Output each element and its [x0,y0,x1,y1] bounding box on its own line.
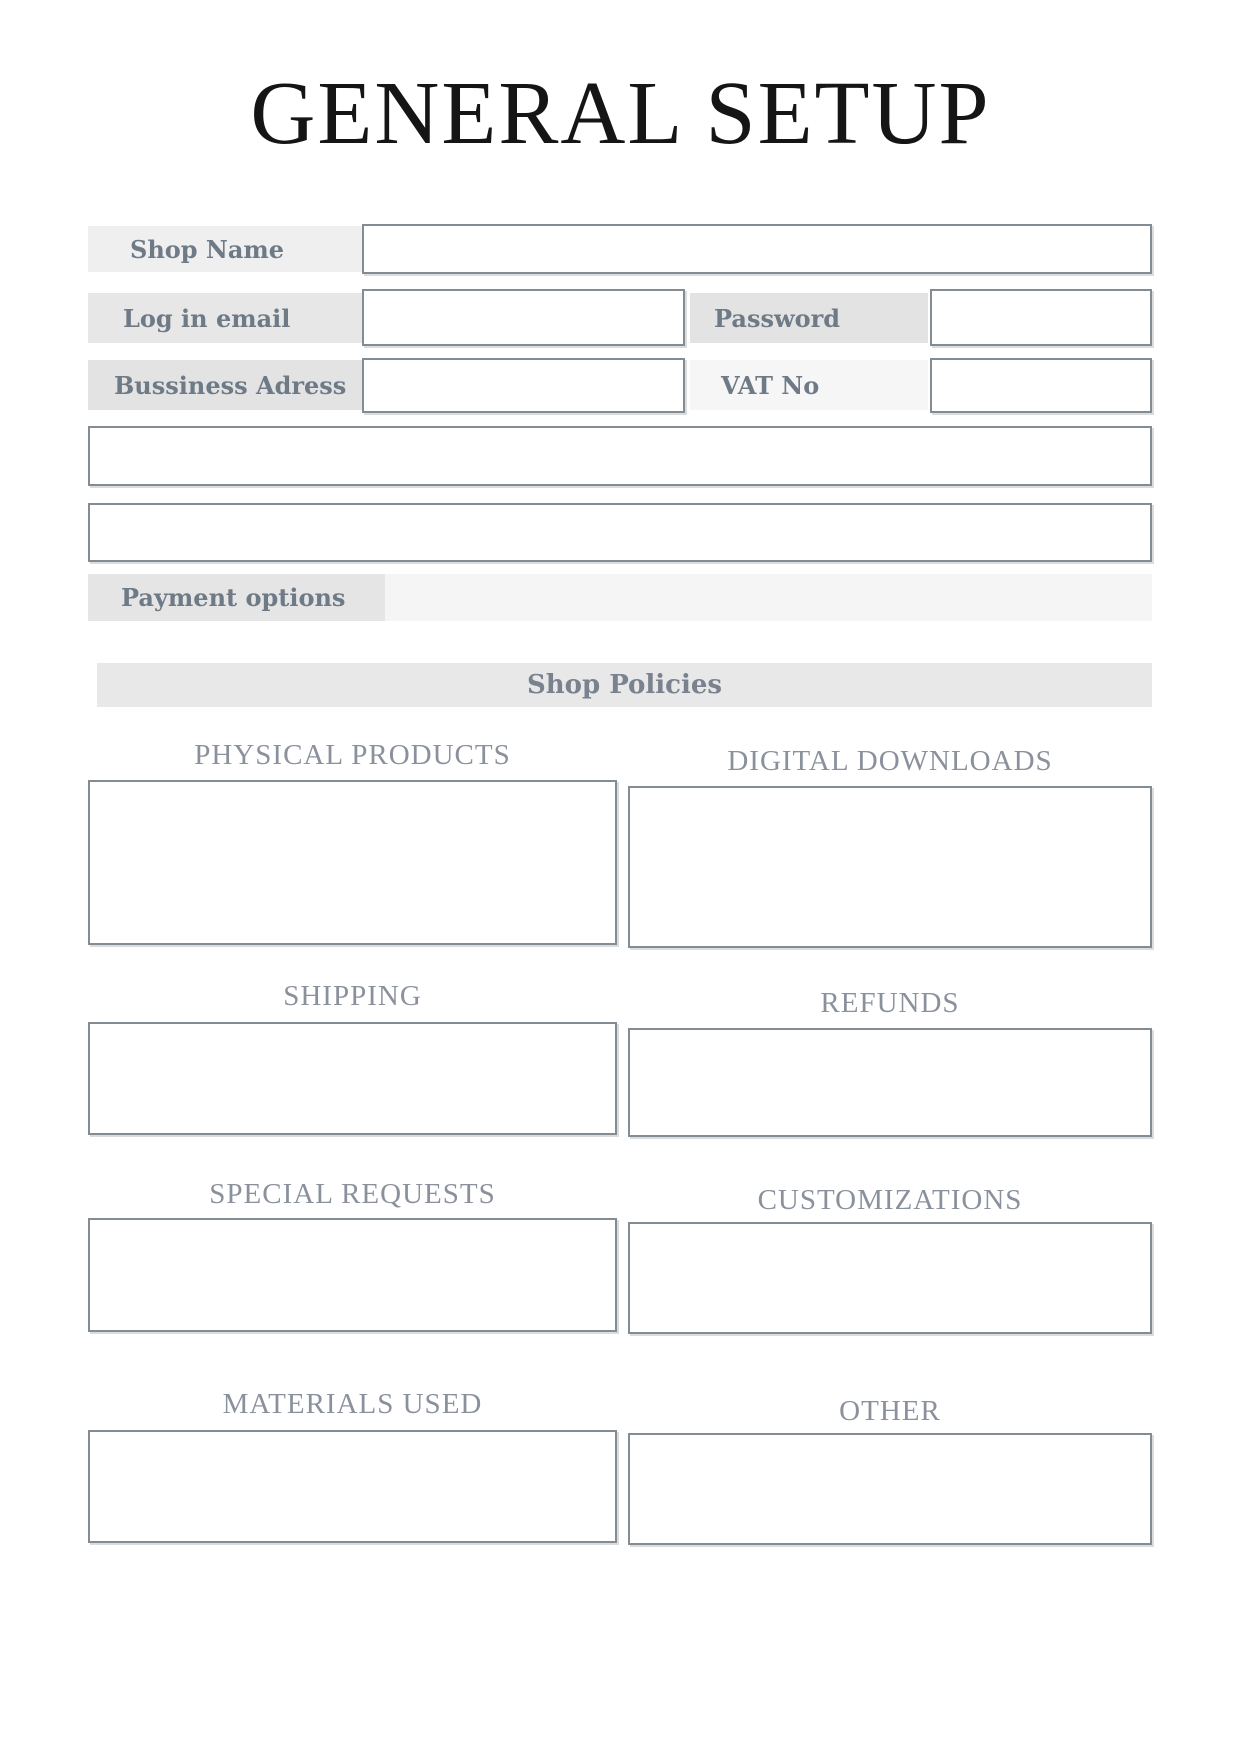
business-address-label: Bussiness Adress [88,360,362,410]
password-label: Password [690,293,928,343]
address-extra-line-2-input[interactable] [88,503,1152,562]
address-extra-line-1-input[interactable] [88,426,1152,486]
business-address-input[interactable] [362,358,685,413]
digital-downloads-box[interactable] [628,786,1152,948]
refunds-box[interactable] [628,1028,1152,1137]
digital-downloads-header: DIGITAL DOWNLOADS [727,745,1053,777]
physical-products-box[interactable] [88,780,617,945]
other-header: OTHER [839,1395,941,1427]
shipping-box[interactable] [88,1022,617,1135]
login-email-label: Log in email [88,293,362,343]
other-box[interactable] [628,1433,1152,1545]
shop-policies-header: Shop Policies [97,663,1152,707]
special-requests-box[interactable] [88,1218,617,1332]
special-requests-header: SPECIAL REQUESTS [209,1178,496,1210]
password-input[interactable] [930,289,1152,346]
payment-options-input[interactable] [385,574,1152,621]
shop-name-label: Shop Name [88,226,362,272]
vat-no-label: VAT No [690,360,928,410]
physical-products-header: PHYSICAL PRODUCTS [194,739,511,771]
shipping-header: SHIPPING [283,980,422,1012]
materials-used-header: MATERIALS USED [222,1388,483,1420]
payment-options-label: Payment options [88,574,385,621]
customizations-box[interactable] [628,1222,1152,1334]
refunds-header: REFUNDS [820,987,960,1019]
vat-no-input[interactable] [930,358,1152,413]
customizations-header: CUSTOMIZATIONS [757,1184,1023,1216]
login-email-input[interactable] [362,289,685,346]
page-title: GENERAL SETUP [250,64,991,163]
shop-name-input[interactable] [362,224,1152,274]
materials-used-box[interactable] [88,1430,617,1543]
